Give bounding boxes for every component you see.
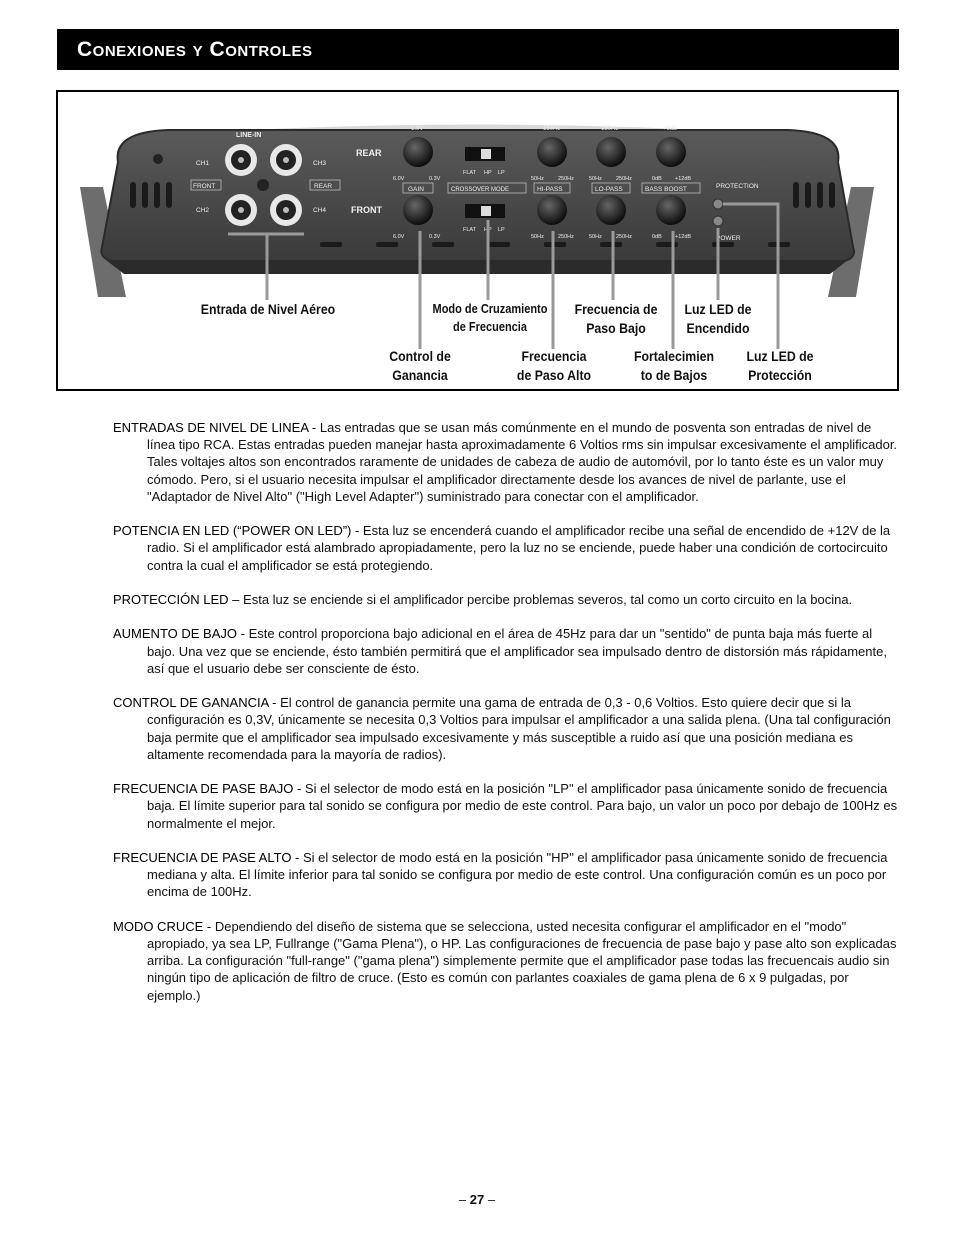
bass-boost-label: BASS BOOST — [645, 186, 687, 193]
section-title: Conexiones y Controles — [77, 38, 313, 61]
svg-text:250Hz: 250Hz — [558, 176, 574, 182]
paragraph-high-pass: FRECUENCIA DE PASE ALTO - Si el selector de modo está en la posición "HP" el amplificador pasa únicamente sonido de frecuencia mediana y alta. El límite inferior para tal sonido se configura por medio de este control. Una configuración común es un poco por encima de 100Hz. — [113, 849, 888, 900]
power-label: POWER — [716, 235, 741, 242]
paragraph-bass-boost: AUMENTO DE BAJO - Este control proporciona bajo adicional en el área de 45Hz para dar un "sentido" de punta baja más fuerte al bajo. Una vez que se enciende, ésto también permitirá que el amplificador sea impulsado dentro de distorsión más rápidamente, así que el usuario debe ser consciente de ésto. — [113, 626, 887, 676]
lo-pass-label: LO-PASS — [595, 186, 623, 193]
svg-text:+12dB: +12dB — [675, 176, 692, 182]
panel-base — [106, 260, 848, 274]
rear-row-label: REAR — [356, 148, 382, 158]
svg-text:FLAT: FLAT — [463, 227, 477, 233]
svg-text:+12dB: +12dB — [675, 234, 692, 240]
callout-gain: Control de Ganancia — [389, 348, 451, 383]
crossover-mode-label: CROSSOVER MODE — [451, 187, 510, 193]
svg-text:LP: LP — [498, 170, 505, 176]
gain-top-scale: 1.0V — [411, 126, 424, 132]
callout-line-input: Entrada de Nivel Aéreo — [200, 301, 336, 317]
paragraph-low-pass: FRECUENCIA DE PASE BAJO - Si el selector de modo está en la posición "LP" el amplificador pasa únicamente sonido de frecuencia baja. El límite superior para tal sonido se configura por medio de este control. Para bajo, un valor un poco por debajo de 100Hz es normalmente el mejor. — [113, 781, 898, 831]
ch2-label: CH2 — [196, 207, 210, 214]
svg-text:FLAT: FLAT — [463, 170, 477, 176]
callout-power-led: Luz LED de Encendido — [684, 301, 752, 336]
line-in-label: LINE-IN — [236, 132, 262, 139]
paragraph-power-led: POTENCIA EN LED (“POWER ON LED”) - Esta luz se encenderá cuando el amplificador recibe una señal de encendido de +12V de la radio. Si el amplificador está alambrado apropiadamente, pero la luz no se enciende, puede haber una condición de cortocircuito contra la cual el amplificador se está protegiendo. — [113, 523, 891, 573]
svg-text:0dB: 0dB — [652, 176, 662, 182]
callout-protection-led: Luz LED de Protección — [746, 348, 814, 383]
ch1-label: CH1 — [196, 160, 210, 167]
hi-pass-knob-rear — [537, 137, 567, 167]
paragraph-crossover-mode: MODO CRUCE - Dependiendo del diseño de sistema que se selecciona, usted necesita configurar el amplificador en el "modo" apropiado, ya sea LP, Fullrange ("Gama Plena"), o HP. Las configuraciones de frecuencia de pase bajo y pase alto son explicadas arriba. La configuración "full-range" ("gama plena") simplemente permite que el amplificador pase todas las frecuencais audio sin ningún tipo de aplicación de filtro de cruce. (Esto es común con parlantes coaxiales de gama plena de 6 x 9 pulgadas, por ejemplo.) — [113, 918, 897, 1003]
callout-crossover-mode: Modo de Cruzamiento de Frecuencia — [432, 302, 548, 334]
svg-text:250Hz: 250Hz — [616, 176, 632, 182]
callout-bass-boost: Fortalecimien to de Bajos — [633, 348, 715, 383]
protection-led — [713, 199, 723, 209]
power-led — [713, 216, 723, 226]
svg-text:HP: HP — [484, 227, 492, 233]
ch4-label: CH4 — [313, 207, 327, 214]
paragraph-gain-control: CONTROL DE GANANCIA - El control de ganancia permite una gama de entrada de 0,3 - 0,6 Voltios. Esto quiere decir que si la configuración es 0,3V, únicamente se necesita 0,3 Voltios para impulsar el amplificador a una salida plena. (Una tal configuración baja permite que el amplificador sea impulsado excesivamente y más susceptible a ruido así que una posición mediana es altamente recomendada para la mayoría de radios). — [113, 695, 891, 762]
front-input-label: FRONT — [193, 183, 216, 190]
protection-label: PROTECTION — [716, 183, 759, 190]
svg-text:150Hz: 150Hz — [543, 126, 561, 132]
svg-text:0dB: 0dB — [652, 234, 662, 240]
bass-boost-knob-front — [656, 195, 686, 225]
svg-text:250Hz: 250Hz — [558, 234, 574, 240]
paragraph-protection-led: PROTECCIÓN LED – Esta luz se enciende si el amplificador percibe problemas severos, tal como un corto circuito en la bocina. — [113, 592, 853, 607]
ch3-label: CH3 — [313, 160, 327, 167]
svg-text:0.3V: 0.3V — [429, 234, 441, 240]
svg-text:6.0V: 6.0V — [393, 176, 405, 182]
svg-text:150Hz: 150Hz — [601, 126, 619, 132]
paragraph-line-inputs: ENTRADAS DE NIVEL DE LINEA - Las entradas que se usan más comúnmente en el mundo de posventa son entradas de nivel de línea tipo RCA. Estas entradas pueden manejar hasta aproximadamente 6 Voltios rms sin impulsar excesivamente el amplificador. Tales voltajes altos son encontrados raramente de unidades de cabeza de audio de automóvil, por lo tanto éste es un valor muy cómodo. Pero, si el usuario necesita impulsar el amplificador directamente desde los avances de nivel de parlante, use el "Adaptador de Nivel Alto" ("High Level Adapter") suministrado para conectar con el amplificador. — [113, 420, 898, 504]
svg-text:50Hz: 50Hz — [589, 176, 602, 182]
section-title-bar — [57, 29, 899, 70]
svg-text:50Hz: 50Hz — [531, 234, 544, 240]
hi-pass-label: HI-PASS — [537, 186, 563, 193]
callout-high-pass: Frecuencia de Paso Alto — [516, 348, 592, 383]
rear-input-label: REAR — [314, 183, 333, 190]
lo-pass-knob-rear — [596, 137, 626, 167]
svg-text:LP: LP — [498, 227, 505, 233]
svg-text:6.0V: 6.0V — [393, 234, 405, 240]
bass-boost-knob-rear — [656, 137, 686, 167]
page-number: – 27 – — [458, 1192, 496, 1207]
lo-pass-knob-front — [596, 195, 626, 225]
gain-label: GAIN — [408, 186, 424, 193]
svg-text:250Hz: 250Hz — [616, 234, 632, 240]
svg-text:50Hz: 50Hz — [531, 176, 544, 182]
description-body — [113, 419, 903, 1021]
svg-text:50Hz: 50Hz — [589, 234, 602, 240]
svg-text:HP: HP — [484, 170, 492, 176]
front-row-label: FRONT — [351, 205, 382, 215]
gain-knob-rear — [403, 137, 433, 167]
hi-pass-knob-front — [537, 195, 567, 225]
svg-text:+6dB: +6dB — [663, 126, 678, 132]
amplifier-figure — [56, 90, 899, 391]
amplifier-panel-illustration — [58, 92, 896, 388]
svg-text:0.3V: 0.3V — [429, 176, 441, 182]
callout-low-pass: Frecuencia de Paso Bajo — [574, 301, 658, 336]
gain-knob-front — [403, 195, 433, 225]
